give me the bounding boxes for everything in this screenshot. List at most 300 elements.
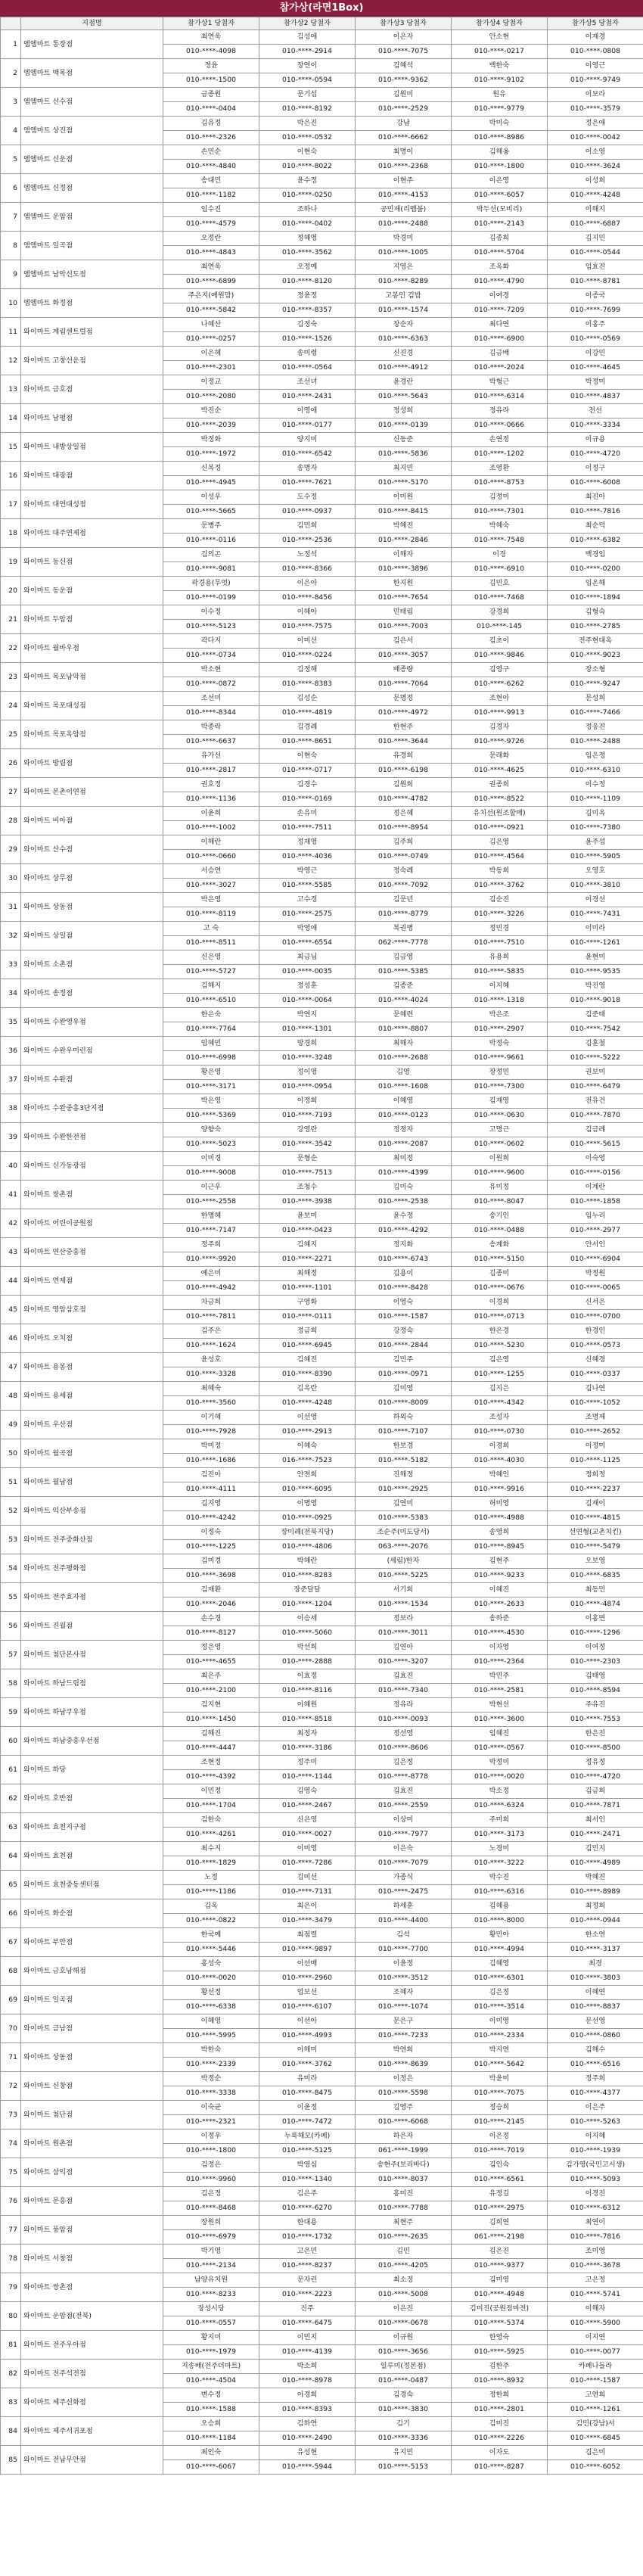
row-number: 68: [1, 1957, 21, 1986]
winner-name: 이보라: [548, 88, 643, 102]
winner-name: 이경선: [548, 893, 643, 907]
winner-phone: 010-****-4399: [356, 1166, 452, 1181]
store-name: 엠엠마트 백목점: [21, 59, 163, 88]
winner-name: 정재영: [259, 835, 356, 850]
store-name: 와이마트 목포남악점: [21, 663, 163, 692]
winner-name: 이현숙: [259, 749, 356, 764]
winner-phone: 010-****-7147: [163, 1224, 259, 1238]
winner-name: 조선미: [163, 692, 259, 706]
winner-name: 김경례: [259, 720, 356, 735]
winner-phone: 010-****-5944: [259, 2460, 356, 2475]
winner-phone: 010-****-9913: [452, 706, 548, 720]
winner-name: 김민희: [259, 519, 356, 534]
store-name: 와이마트 쌍촌점: [21, 1181, 163, 1209]
winner-name: 문선영: [548, 2014, 643, 2029]
row-number: 2: [1, 59, 21, 88]
table-row-names: [1, 1123, 643, 1137]
winner-name: 김민주: [356, 1353, 452, 1367]
winner-name: 김해옹: [452, 145, 548, 160]
winner-phone: 010-****-0544: [548, 246, 643, 260]
store-name: 와이마트 효천중동센터점: [21, 1871, 163, 1899]
store-name: 와이마트 목포옥암점: [21, 720, 163, 749]
row-number: 58: [1, 1669, 21, 1698]
winner-phone: 010-****-4815: [548, 1511, 643, 1526]
winner-name: 강영란: [259, 1123, 356, 1137]
winner-phone: 010-****-6310: [548, 764, 643, 778]
winner-name: 강남: [356, 117, 452, 131]
store-name: 와이마트 상무점: [21, 864, 163, 893]
winner-phone: 010-****-4030: [452, 1454, 548, 1468]
winner-phone: 010-****-3579: [548, 102, 643, 117]
store-name: 와이마트 대주연제점: [21, 519, 163, 548]
winner-name: 정주미: [259, 1756, 356, 1770]
winner-phone: 010-****-0065: [548, 1281, 643, 1296]
row-number: 30: [1, 864, 21, 893]
winner-name: 정금희: [259, 1324, 356, 1339]
winner-phone: 010-****-2321: [163, 2115, 259, 2130]
table-row-names: [1, 692, 643, 706]
winner-phone: 010-****-3057: [356, 649, 452, 663]
winner-phone: 010-****-0169: [259, 792, 356, 807]
winner-name: 최해자: [356, 1037, 452, 1051]
winner-phone: 010-****-0200: [548, 562, 643, 577]
table-row-names: [1, 950, 643, 965]
winner-phone: 010-****-1202: [452, 447, 548, 462]
winner-phone: 010-****-5023: [163, 1137, 259, 1152]
winner-phone: 010-****-5093: [548, 2173, 643, 2187]
winner-name: 박연희: [356, 2043, 452, 2058]
store-name: 엠엠마트 통장점: [21, 30, 163, 59]
store-name: 와이마트 제주서귀포점: [21, 2417, 163, 2446]
winner-name: 한은진: [548, 1727, 643, 1741]
winner-phone: 010-****-3600: [452, 1713, 548, 1727]
winner-name: 고연희: [548, 2388, 643, 2403]
table-row-names: [1, 1842, 643, 1856]
winner-name: 김종희: [452, 232, 548, 246]
winner-phone: 010-****-3328: [163, 1367, 259, 1382]
winner-phone: 010-****-2960: [259, 1971, 356, 1986]
winner-phone: 010-****-8651: [259, 735, 356, 749]
winner-name: 김효진: [356, 1669, 452, 1684]
table-row-names: [1, 1986, 643, 2000]
winner-phone: 010-****-1800: [163, 2144, 259, 2158]
header-winner-1: 참가상1 당첨자: [163, 17, 259, 30]
store-name: 와이마트 전주평화점: [21, 1554, 163, 1583]
winner-name: 박영근: [259, 864, 356, 879]
table-row-names: [1, 2245, 643, 2259]
winner-phone: 010-****-6382: [548, 534, 643, 548]
winner-phone: 010-****-3248: [259, 1051, 356, 1066]
winner-name: 신동준: [356, 433, 452, 447]
winner-phone: 010-****-9377: [452, 2259, 548, 2273]
winner-phone: 010-****-1125: [548, 1454, 643, 1468]
winner-name: 유지민: [356, 2446, 452, 2460]
winner-name: 정주희: [548, 2072, 643, 2086]
table-row-names: [1, 778, 643, 792]
table-row-names: [1, 1641, 643, 1655]
winner-phone: 010-****-5704: [452, 246, 548, 260]
winner-phone: 010-****-8393: [259, 2403, 356, 2417]
winner-phone: 010-****-3222: [452, 1856, 548, 1871]
winner-phone: 010-****-2975: [452, 2201, 548, 2216]
table-row-names: [1, 1928, 643, 1943]
winner-phone: 010-****-0730: [452, 1425, 548, 1439]
winner-name: 이영숙: [356, 1296, 452, 1310]
winner-name: 임수진: [163, 203, 259, 217]
table-body: [1, 30, 643, 2475]
winner-phone: 010-****-5995: [163, 2029, 259, 2043]
winner-phone: 010-****-5446: [163, 1943, 259, 1957]
winner-name: 최동민: [548, 1583, 643, 1598]
winner-phone: 010-****-4400: [356, 1914, 452, 1928]
table-row-names: [1, 1669, 643, 1684]
winner-phone: 010-****-8986: [452, 131, 548, 145]
winner-name: 이해란: [163, 835, 259, 850]
row-number: 54: [1, 1554, 21, 1583]
winner-name: 이선영: [259, 1411, 356, 1425]
table-row-names: [1, 2187, 643, 2201]
store-name: 엠엠마트 남악신도점: [21, 260, 163, 289]
winner-phone: 010-****-3512: [356, 1971, 452, 1986]
winner-name: 박미정: [163, 1439, 259, 1454]
winner-name: 이수정: [163, 605, 259, 620]
row-number: 56: [1, 1612, 21, 1641]
store-name: 와이마트 방림점: [21, 749, 163, 778]
winner-phone: 010-****-7131: [259, 1885, 356, 1899]
winner-phone: 010-****-6637: [163, 735, 259, 749]
winner-name: 박진영: [548, 979, 643, 994]
winner-phone: 010-****-0488: [452, 1224, 548, 1238]
row-number: 51: [1, 1468, 21, 1497]
row-number: 71: [1, 2043, 21, 2072]
winner-phone: 010-****-2529: [356, 102, 452, 117]
store-name: 와이마트 쌍촌점: [21, 2273, 163, 2302]
winner-name: 김은정: [452, 1986, 548, 2000]
row-number: 67: [1, 1928, 21, 1957]
winner-name: 정유라: [452, 404, 548, 418]
winner-name: 김은미: [548, 2446, 643, 2460]
winner-phone: 010-****-2143: [452, 217, 548, 232]
row-number: 14: [1, 404, 21, 433]
store-name: 와이마트 수완한전점: [21, 1123, 163, 1152]
winner-name: 이미원: [356, 490, 452, 505]
winner-name: 한대용: [259, 2216, 356, 2230]
store-name: 와이마트 동신점: [21, 548, 163, 577]
row-number: 19: [1, 548, 21, 577]
winner-name: 박동희: [452, 864, 548, 879]
row-number: 33: [1, 950, 21, 979]
winner-phone: 010-****-7019: [452, 2144, 548, 2158]
winner-name: 고봉민 김밥: [356, 289, 452, 303]
table-row-names: [1, 1871, 643, 1885]
winner-phone: 010-****-6561: [452, 2173, 548, 2187]
winner-phone: 010-****-7654: [356, 591, 452, 605]
row-number: 31: [1, 893, 21, 922]
winner-name: 조명제: [548, 1411, 643, 1425]
winner-phone: 010-****-8932: [452, 2374, 548, 2388]
winner-name: 임혜진: [452, 1727, 548, 1741]
table-row-names: [1, 893, 643, 907]
winner-phone: 010-****-2471: [548, 1828, 643, 1842]
table-row-names: [1, 1008, 643, 1022]
winner-name: 김옥란: [259, 1382, 356, 1396]
winner-name: 김하연: [259, 2417, 356, 2431]
winner-name: 김석: [356, 1928, 452, 1943]
row-number: 12: [1, 347, 21, 375]
winner-name: 노정: [163, 1871, 259, 1885]
winner-phone: 010-****-0860: [548, 2029, 643, 2043]
winner-name: 문명정: [356, 692, 452, 706]
winner-name: 한국예: [163, 1928, 259, 1943]
store-name: 와이마트 삼익점: [21, 2158, 163, 2187]
store-name: 와이마트 신가동광점: [21, 1152, 163, 1181]
winner-name: 김성애: [259, 30, 356, 45]
winner-name: 이숙영: [548, 1152, 643, 1166]
winner-phone: 010-****-1296: [548, 1626, 643, 1641]
table-row-names: [1, 174, 643, 188]
row-number: 76: [1, 2187, 21, 2216]
winner-phone: 010-****-7286: [259, 1856, 356, 1871]
winner-phone: 010-****-9362: [356, 73, 452, 88]
header-number: [1, 17, 21, 30]
table-row-names: [1, 1209, 643, 1224]
winner-phone: 010-****-4989: [548, 1856, 643, 1871]
winner-phone: 010-****-7699: [548, 303, 643, 318]
table-row-names: [1, 1813, 643, 1828]
store-name: 와이마트 용봉점: [21, 1353, 163, 1382]
winner-phone: 010-****-1002: [163, 821, 259, 835]
winner-name: 곽경용(무엇): [163, 577, 259, 591]
row-number: 9: [1, 260, 21, 289]
winner-phone: 010-****-1186: [163, 1885, 259, 1899]
winner-phone: 010-****-3542: [259, 1137, 356, 1152]
winner-name: 이규원: [356, 2331, 452, 2345]
winner-phone: 010-****-9661: [452, 1051, 548, 1066]
row-number: 44: [1, 1267, 21, 1296]
winner-name: 복권병: [356, 922, 452, 936]
winner-phone: 010-****-0666: [452, 418, 548, 433]
winner-phone: 010-****-0020: [163, 1971, 259, 1986]
table-row-names: [1, 577, 643, 591]
header-winner-5: 참가상5 당첨자: [548, 17, 643, 30]
row-number: 3: [1, 88, 21, 117]
winner-name: 박연지: [259, 1008, 356, 1022]
winner-name: 민태림: [356, 605, 452, 620]
winner-name: 엄보선: [259, 1986, 356, 2000]
table-row-names: [1, 2302, 643, 2316]
winner-phone: 010-****-9916: [452, 1482, 548, 1497]
winner-phone: 010-****-4024: [356, 994, 452, 1008]
winner-name: 최진아: [548, 490, 643, 505]
winner-phone: 010-****-6324: [452, 1799, 548, 1813]
winner-phone: 010-****-0257: [163, 332, 259, 347]
winner-name: 박정미: [452, 1756, 548, 1770]
winner-name: 김진아: [163, 1468, 259, 1482]
winner-phone: 010-****-6910: [452, 562, 548, 577]
winner-name: 유치선(원조할매): [452, 807, 548, 821]
winner-phone: 016-****-7523: [259, 1454, 356, 1468]
winner-phone: 010-****-2652: [548, 1425, 643, 1439]
store-name: 와이마트 고창선운점: [21, 347, 163, 375]
table-row-names: [1, 59, 643, 73]
winner-phone: 010-****-5230: [452, 1339, 548, 1353]
table-row-names: [1, 922, 643, 936]
winner-phone: 010-****-5741: [548, 2288, 643, 2302]
winner-name: 남양유치원: [163, 2273, 259, 2288]
winner-name: 안서인: [548, 1238, 643, 1252]
winner-phone: 010-****-5125: [259, 2144, 356, 2158]
winner-phone: 010-****-8233: [163, 2288, 259, 2302]
winner-name: 신은영: [163, 950, 259, 965]
winner-phone: 010-****-4564: [452, 850, 548, 864]
header-winner-3: 참가상3 당첨자: [356, 17, 452, 30]
table-row-names: [1, 1382, 643, 1396]
winner-phone: 010-****-3803: [548, 1971, 643, 1986]
winner-phone: 010-****-6262: [452, 677, 548, 692]
winner-phone: 010-****-1005: [356, 246, 452, 260]
winner-phone: 010-****-6904: [548, 1252, 643, 1267]
table-row-names: [1, 835, 643, 850]
winner-phone: 010-****-7764: [163, 1022, 259, 1037]
winner-name: 이홍주: [548, 318, 643, 332]
winner-name: 황선정: [163, 1986, 259, 2000]
table-row-names: [1, 318, 643, 332]
winner-name: 이숙균: [163, 2101, 259, 2115]
winner-name: 김민(강남)서: [548, 2417, 643, 2431]
row-number: 50: [1, 1439, 21, 1468]
winner-phone: 010-****-2134: [163, 2259, 259, 2273]
winner-name: 윤주섭: [548, 835, 643, 850]
winner-name: 김정은: [163, 2158, 259, 2173]
winner-name: 박은조: [452, 1008, 548, 1022]
winner-phone: 010-****-0678: [356, 2316, 452, 2331]
winner-phone: 010-****-5835: [452, 965, 548, 979]
winner-phone: 061-****-2198: [452, 2230, 548, 2245]
row-number: 36: [1, 1037, 21, 1066]
winner-name: 이여정: [548, 1641, 643, 1655]
winner-name: 이선매: [259, 1957, 356, 1971]
table-row-names: [1, 2101, 643, 2115]
winner-phone: 010-****-2817: [163, 764, 259, 778]
winner-phone: 010-****-8978: [259, 2374, 356, 2388]
winner-phone: 010-****-3334: [548, 418, 643, 433]
winner-phone: 010-****-2538: [356, 1195, 452, 1209]
winner-name: 이미경: [163, 1152, 259, 1166]
winner-phone: 010-****-4942: [163, 1281, 259, 1296]
winner-name: 오영호: [548, 864, 643, 879]
winner-name: 조성자: [452, 1411, 548, 1425]
store-name: 와이마트 내방상일점: [21, 433, 163, 462]
winner-name: 이경진: [548, 2187, 643, 2201]
store-name: 와이마트 효천점: [21, 1842, 163, 1871]
winner-name: 정성희: [356, 404, 452, 418]
winner-name: 김은정: [163, 2187, 259, 2201]
winner-phone: 010-****-7553: [548, 1713, 643, 1727]
winner-name: 윤경란: [356, 375, 452, 390]
winner-name: 누룩해모(카페): [259, 2130, 356, 2144]
winner-name: 김의곤: [163, 548, 259, 562]
winner-name: 권보미: [548, 1066, 643, 1080]
winner-phone: 010-****-7542: [548, 1022, 643, 1037]
winner-name: 이계란: [548, 1181, 643, 1195]
winner-phone: 010-****-6743: [356, 1252, 452, 1267]
winner-phone: 010-****-3762: [452, 879, 548, 893]
winner-name: 신복정: [163, 462, 259, 476]
table-row-names: [1, 2014, 643, 2029]
winner-phone: 010-****-2431: [259, 390, 356, 404]
winner-name: 유정길: [452, 2187, 548, 2201]
row-number: 73: [1, 2101, 21, 2130]
winner-name: 김현주: [452, 1554, 548, 1569]
winner-name: 조순주(미도당서): [356, 1526, 452, 1540]
row-number: 64: [1, 1842, 21, 1871]
winner-phone: 010-****-6095: [259, 1482, 356, 1497]
winner-name: 백경임: [548, 548, 643, 562]
winner-name: 이성우: [163, 490, 259, 505]
winner-phone: 010-****-0250: [259, 188, 356, 203]
winner-phone: 010-****-7788: [356, 2201, 452, 2216]
winner-phone: 010-****-3830: [356, 2403, 452, 2417]
winner-name: 정웅진: [548, 720, 643, 735]
winner-name: 정성훈: [259, 979, 356, 994]
winner-name: 이은정: [452, 2130, 548, 2144]
row-number: 80: [1, 2302, 21, 2331]
row-number: 8: [1, 232, 21, 260]
winner-phone: 010-****-2334: [452, 2029, 548, 2043]
table-row-names: [1, 88, 643, 102]
winner-name: 이수정: [548, 778, 643, 792]
winner-phone: 010-****-5836: [356, 447, 452, 462]
winner-name: 차금희: [163, 1296, 259, 1310]
winner-name: 송명자: [259, 462, 356, 476]
winner-name: 임혜민: [163, 1037, 259, 1051]
store-name: 와이마트 두암점: [21, 605, 163, 634]
winner-phone: 010-****-8127: [163, 1626, 259, 1641]
winner-name: 선연형(교촌치킨): [548, 1526, 643, 1540]
winner-name: 김은진: [452, 2245, 548, 2259]
winner-name: 이기혜: [163, 1411, 259, 1425]
winner-phone: 010-****-6510: [163, 994, 259, 1008]
winner-name: 박은진: [259, 117, 356, 131]
winner-name: 이미라: [548, 922, 643, 936]
winner-phone: 010-****-8283: [259, 1569, 356, 1583]
winner-name: 이은숙: [356, 1842, 452, 1856]
winner-name: 최은주: [163, 1669, 259, 1684]
table-row-names: [1, 720, 643, 735]
row-number: 27: [1, 778, 21, 807]
winner-name: 김종미: [452, 1267, 548, 1281]
winner-name: 이종국: [548, 289, 643, 303]
winner-phone: 010-****-7871: [548, 1799, 643, 1813]
winner-phone: 010-****-3186: [259, 1741, 356, 1756]
row-number: 7: [1, 203, 21, 232]
winner-name: 최은이: [259, 1899, 356, 1914]
winner-phone: 010-****-5585: [259, 879, 356, 893]
winner-name: 이해자: [548, 2302, 643, 2316]
row-number: 55: [1, 1583, 21, 1612]
table-row-names: [1, 1094, 643, 1109]
winner-phone: 010-****-1450: [163, 1713, 259, 1727]
winner-name: 임온해: [548, 577, 643, 591]
winner-phone: 010-****-8954: [356, 821, 452, 835]
winner-name: 김미진: [452, 2417, 548, 2431]
store-name: 와이마트 화순점: [21, 1899, 163, 1928]
table-row-names: [1, 117, 643, 131]
winner-name: 신서은: [548, 1296, 643, 1310]
winner-name: 한은숙: [163, 1008, 259, 1022]
winner-name: 하외숙: [356, 1411, 452, 1425]
winner-name: 조현아: [452, 692, 548, 706]
